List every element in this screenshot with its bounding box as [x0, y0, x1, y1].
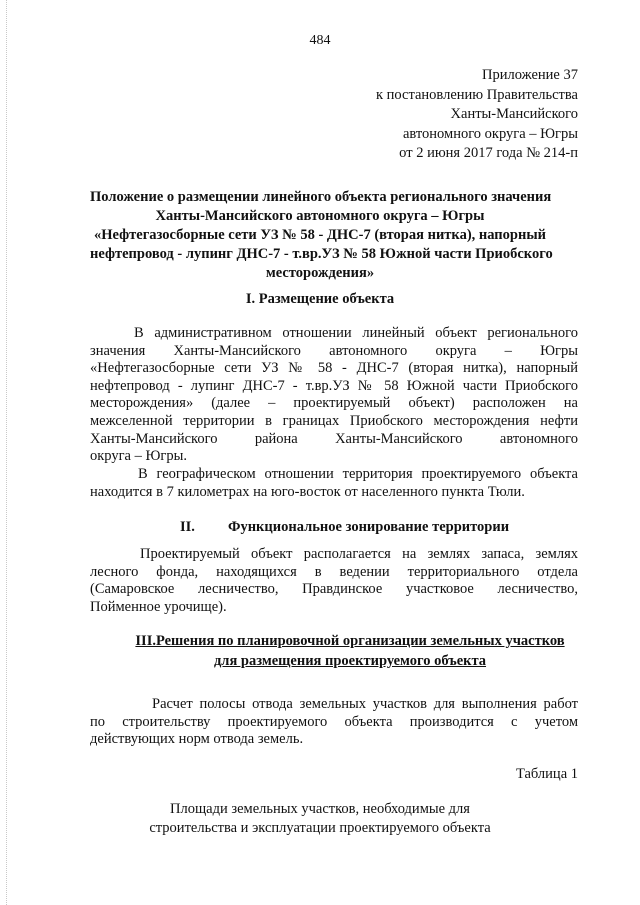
paragraph-line: В административном отношении линейный объект регионального: [134, 325, 578, 341]
paragraph-line: находится в 7 километрах на юго-восток от населенного пункта Тюли.: [90, 483, 525, 500]
paragraph-line: нефтепровод - лупинг ДНС-7 - т.вр.УЗ № 58 Южной части Приобского: [90, 377, 578, 394]
appendix-line: к постановлению Правительства: [376, 86, 578, 103]
appendix-block: [376, 66, 578, 164]
paragraph-line: лесного фонда, находящихся в ведении территориального отдела: [90, 563, 578, 580]
title-line: «Нефтегазосборные сети УЗ № 58 - ДНС-7 (вторая нитка), напорный: [93, 227, 547, 243]
appendix-line: автономного округа – Югры: [402, 125, 578, 142]
paragraph-line: В географическом отношении территория проектируемого объекта: [138, 466, 578, 482]
paragraph-line: Пойменное урочище).: [90, 598, 227, 615]
table-title: [0, 800, 640, 838]
paragraph-line: округа – Югры.: [90, 448, 187, 465]
paragraph-line: по строительству проектируемого объекта производится с учетом: [90, 713, 578, 730]
paragraph-line: значения Ханты-Мансийского автономного округа – Югры: [90, 342, 578, 359]
section-3-heading-line: для размещения проектируемого объекта: [213, 652, 487, 669]
appendix-line: Приложение 37: [482, 67, 578, 83]
document-title: [90, 188, 553, 283]
table-label: Таблица 1: [515, 766, 578, 782]
section-2-number: II.: [180, 519, 195, 535]
paragraph-line: Проектируемый объект располагается на землях запаса, землях: [140, 546, 578, 562]
margin-line: [6, 0, 7, 905]
paragraph-line: межселенной территории в границах Приобского месторождения нефти: [90, 412, 578, 429]
title-line: месторождения»: [265, 265, 375, 281]
paragraph-line: «Нефтегазосборные сети УЗ № 58 - ДНС-7 (вторая нитка), напорный: [90, 360, 578, 377]
paragraph-line: Ханты-Мансийского района Ханты-Мансийского автономного: [90, 430, 578, 447]
section-3-paragraph: [90, 696, 578, 749]
table-title-line: строительства и эксплуатации проектируемого объекта: [149, 820, 491, 836]
section-1-paragraph-2: [90, 466, 578, 501]
page-number: 484: [309, 33, 331, 48]
title-line: Положение о размещении линейного объекта регионального значения: [90, 189, 552, 205]
appendix-line: от 2 июня 2017 года № 214-п: [399, 145, 578, 161]
section-2-heading: [180, 519, 509, 536]
paragraph-line: Расчет полосы отвода земельных участков для выполнения работ: [152, 696, 578, 712]
section-1-paragraph-1: [90, 325, 578, 466]
section-2-title: Функциональное зонирование территории: [228, 519, 510, 535]
paragraph-line: действующих норм отвода земель.: [90, 731, 304, 748]
appendix-line: Ханты-Мансийского: [450, 106, 578, 122]
table-title-line: Площади земельных участков, необходимые для: [170, 801, 470, 817]
paragraph-line: месторождения» (далее – проектируемый объект) расположен на: [90, 395, 578, 412]
paragraph-line: (Самаровское лесничество, Правдинское участковое лесничество,: [90, 581, 578, 598]
title-line: Ханты-Мансийского автономного округа – Югры: [155, 208, 485, 224]
section-3-heading: [120, 632, 580, 671]
section-1-heading: I. Размещение объекта: [245, 291, 395, 307]
section-2-paragraph: [90, 546, 578, 616]
section-3-heading-line: III.Решения по планировочной организации земельных участков: [135, 633, 565, 649]
title-line: нефтепровод - лупинг ДНС-7 - т.вр.УЗ № 58 Южной части Приобского: [90, 246, 553, 262]
